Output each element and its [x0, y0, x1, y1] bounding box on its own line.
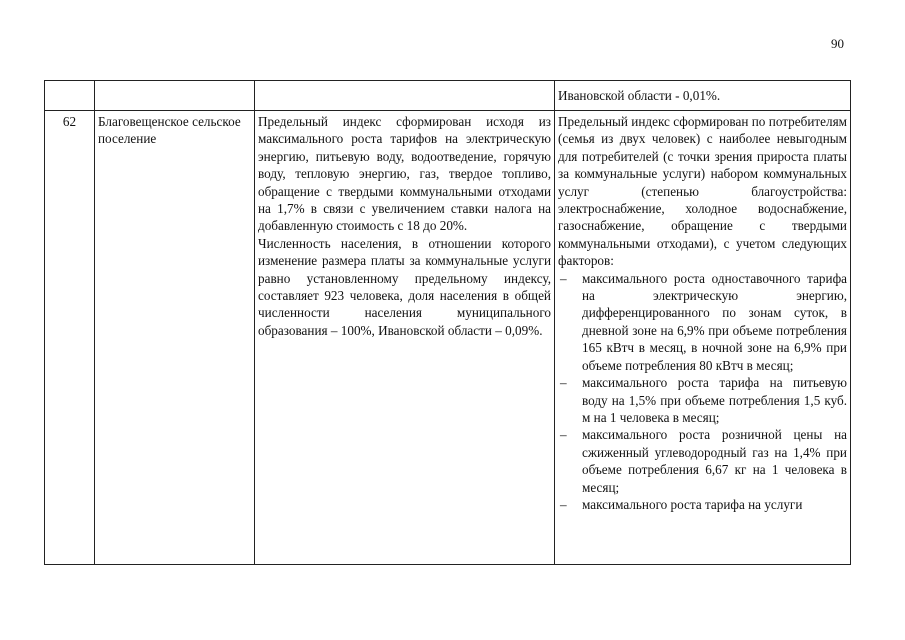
cont-cell-consumer-set — [555, 81, 851, 111]
factor-text: максимального роста тарифа на услуги — [582, 496, 803, 512]
index-basis-cell — [255, 111, 555, 565]
table-row-62 — [45, 111, 851, 565]
cont-cell-number — [45, 81, 95, 111]
dash-marker: – — [560, 270, 567, 286]
dash-marker: – — [560, 496, 567, 512]
list-item — [558, 426, 847, 496]
municipality-name: Благовещенское сельское поселение — [98, 114, 241, 147]
dash-marker: – — [560, 375, 567, 391]
consumer-set-cell — [555, 111, 851, 565]
population-paragraph: Численность населения, в отношении которого изменение размера платы за коммунальные услуги равно установленному предельному индексу, составляет 923 человека, доля населения в общей численности населения муниципального образования – 100%, Ивановской области – 0,09%. — [258, 235, 551, 338]
row-number-cell — [45, 111, 95, 565]
list-item — [558, 374, 847, 426]
dash-marker: – — [560, 427, 567, 443]
factor-text: максимального роста одноставочного тарифа на электрическую энергию, дифференцированного по зонам суток, в дневной зоне на 6,9% при объеме потребления 165 кВтч в месяц, в ночной зоне на 6,9% при объеме потребления 80 кВтч в месяц; — [582, 270, 847, 373]
cont-cell-text: Ивановской области - 0,01%. — [558, 88, 721, 103]
cont-cell-municipality — [95, 81, 255, 111]
tariff-index-table — [44, 80, 851, 565]
list-item — [558, 496, 847, 513]
factor-text: максимального роста тарифа на питьевую воду на 1,5% при объеме потребления 1,5 куб. м на 1 человека в месяц; — [582, 375, 847, 425]
list-item — [558, 270, 847, 374]
row-number: 62 — [62, 114, 77, 129]
continuation-row — [45, 81, 851, 111]
consumer-set-intro: Предельный индекс сформирован по потребителям (семья из двух человек) с наиболее невыгодным для потребителей (с точки зрения прироста платы за коммунальные услуги) набором коммунальных услуг (степенью благоустройства: электроснабжение, холодное водоснабжение, газоснабжение, обращение с твердыми коммунальными отходами), с учетом следующих факторов: — [558, 114, 847, 269]
index-basis-paragraph: Предельный индекс сформирован исходя из максимального роста тарифов на электрическую энергию, питьевую воду, водоотведение, горячую воду, тепловую энергию, газ, твердое топливо, обращение с твердыми коммунальными отходами на 1,7% в связи с увеличением ставки налога на добавленную стоимость с 18 до 20%. — [258, 114, 551, 234]
factors-list — [558, 270, 847, 514]
municipality-cell — [95, 111, 255, 565]
page-number: 90 — [831, 36, 844, 51]
cont-cell-index-basis — [255, 81, 555, 111]
factor-text: максимального роста розничной цены на сжиженный углеводородный газ на 1,4% при объеме потребления 6,67 кг на 1 человека в месяц; — [582, 427, 847, 495]
